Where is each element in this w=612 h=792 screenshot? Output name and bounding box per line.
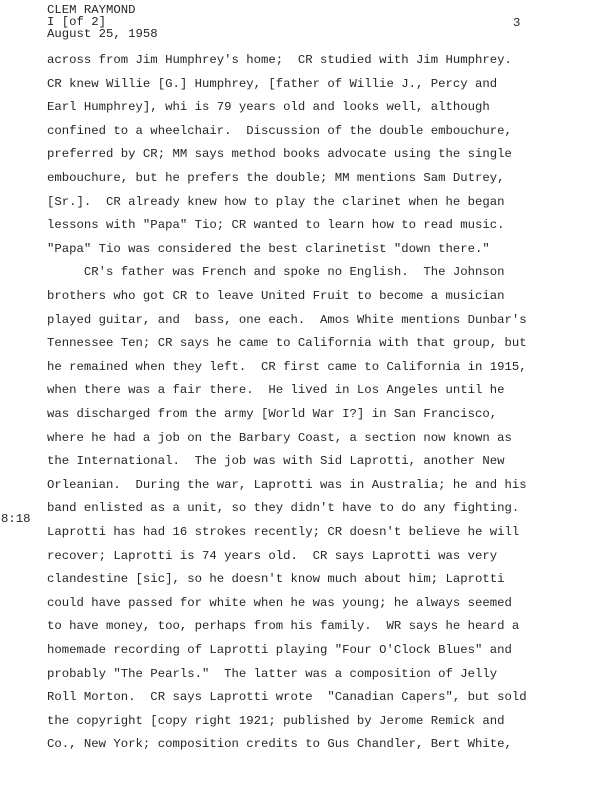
document-header (47, 4, 158, 40)
transcript-line: where he had a job on the Barbary Coast, a section now known as (47, 430, 512, 445)
header-date: August 25, 1958 (47, 27, 158, 41)
transcript-line: to have money, too, perhaps from his family. WR says he heard a (47, 619, 520, 634)
transcript-line: recover; Laprotti is 74 years old. CR says Laprotti was very (47, 548, 498, 563)
transcript-line: homemade recording of Laprotti playing "Four O'Clock Blues" and (47, 643, 512, 657)
transcript-line: clandestine [sic], so he doesn't know much about him; Laprotti (47, 572, 505, 587)
transcript-line: he remained when they left. CR first came to California in 1915, (47, 359, 527, 374)
transcript-line: embouchure, but he prefers the double; MM mentions Sam Dutrey, (47, 171, 505, 185)
transcript-line: preferred by CR; MM says method books advocate using the single (47, 147, 512, 162)
transcript-line: played guitar, and bass, one each. Amos White mentions Dunbar's (47, 312, 527, 327)
transcript-line: "Papa" Tio was considered the best clarinetist "down there." (47, 241, 490, 256)
transcript-line: CR knew Willie [G.] Humphrey, [father of Willie J., Percy and (47, 76, 498, 91)
transcript-line: [Sr.]. CR already knew how to play the clarinet when he began (47, 194, 505, 209)
transcript-line: the copyright [copy right 1921; published by Jerome Remick and (47, 713, 505, 728)
transcript-line: Laprotti has had 16 strokes recently; CR doesn't believe he will (47, 525, 520, 539)
transcript-line: Tennessee Ten; CR says he came to California with that group, but (47, 336, 527, 351)
transcript-line: Co., New York; composition credits to Gus Chandler, Bert White, (47, 737, 512, 752)
transcript-line: confined to a wheelchair. Discussion of the double embouchure, (47, 123, 512, 138)
transcript-line: probably "The Pearls." The latter was a composition of Jelly (47, 666, 498, 681)
page-number: 3 (513, 16, 521, 30)
header-interviewee: CLEM RAYMOND (47, 3, 136, 17)
transcript-line: brothers who got CR to leave United Fruit to become a musician (47, 289, 505, 303)
transcript-line: could have passed for white when he was young; he always seemed (47, 595, 512, 610)
transcript-line: Roll Morton. CR says Laprotti wrote "Canadian Capers", but sold (47, 690, 527, 705)
transcript-line: when there was a fair there. He lived in Los Angeles until he (47, 383, 505, 398)
transcript-line: band enlisted as a unit, so they didn't have to do any fighting. (47, 501, 520, 516)
header-reel: I [of 2] (47, 15, 107, 29)
margin-timestamp: 8:18 (1, 512, 31, 526)
transcript-line: Earl Humphrey], whi is 79 years old and looks well, although (47, 100, 490, 115)
transcript-line: the International. The job was with Sid Laprotti, another New (47, 454, 505, 469)
transcript-line: Orleanian. During the war, Laprotti was in Australia; he and his (47, 477, 527, 492)
transcript-line: lessons with "Papa" Tio; CR wanted to learn how to read music. (47, 218, 505, 233)
transcript-line: across from Jim Humphrey's home; CR studied with Jim Humphrey. (47, 53, 512, 67)
transcript-line: was discharged from the army [World War I?] in San Francisco, (47, 407, 498, 421)
transcript-line: CR's father was French and spoke no English. The Johnson (47, 265, 505, 280)
